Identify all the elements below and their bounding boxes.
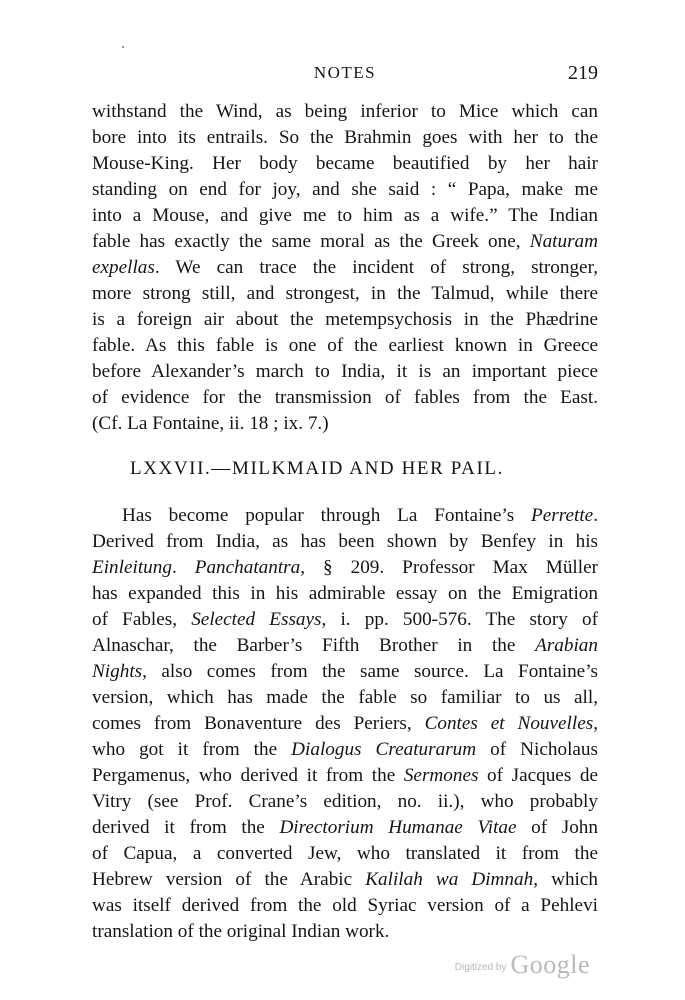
text-line: into a Mouse, and give me to him as a wife.” The Indian <box>92 205 598 226</box>
text-line: Hebrew version of the Arabic Kalilah wa Dimnah, which <box>92 869 598 890</box>
text-line: translation of the original Indian work. <box>92 921 390 942</box>
text-line: (Cf. La Fontaine, ii. 18 ; ix. 7.) <box>92 413 329 434</box>
text-line: bore into its entrails. So the Brahmin goes with her to the <box>92 127 598 148</box>
text-line: of Capua, a converted Jew, who translated it from the <box>92 843 598 864</box>
text-line: Has become popular through La Fontaine’s Perrette. <box>122 505 598 526</box>
text-line: withstand the Wind, as being inferior to Mice which can <box>92 101 598 122</box>
text-line: derived it from the Directorium Humanae Vitae of John <box>92 817 598 838</box>
running-head <box>92 60 598 86</box>
text-line: Alnaschar, the Barber’s Fifth Brother in the Arabian <box>92 635 598 656</box>
text-line: is a foreign air about the metempsychosis in the Phædrine <box>92 309 598 330</box>
text-line: Pergamenus, who derived it from the Sermones of Jacques de <box>92 765 598 786</box>
text-line: comes from Bonaventure des Periers, Contes et Nouvelles, <box>92 713 598 734</box>
text-line: fable has exactly the same moral as the Greek one, Naturam <box>92 231 598 252</box>
paper-speck <box>122 46 124 48</box>
text-line: has expanded this in his admirable essay on the Emigration <box>92 583 598 604</box>
text-line: version, which has made the fable so familiar to us all, <box>92 687 598 708</box>
page-number: 219 <box>568 62 598 84</box>
google-logo: Google <box>510 950 590 979</box>
paragraph-milkmaid <box>92 503 598 945</box>
text-line: before Alexander’s march to India, it is an important piece <box>92 361 598 382</box>
text-line: was itself derived from the old Syriac version of a Pehlevi <box>92 895 598 916</box>
digitized-by-label: Digitized by <box>454 962 507 973</box>
section-heading: LXXVII.—MILKMAID AND HER PAIL. <box>130 458 504 479</box>
running-title: NOTES <box>313 63 377 82</box>
text-line: standing on end for joy, and she said : “ Papa, make me <box>92 179 598 200</box>
text-line: more strong still, and strongest, in the Talmud, while there <box>92 283 598 304</box>
text-line: Einleitung. Panchatantra, § 209. Professor Max Müller <box>92 557 598 578</box>
text-line: Mouse-King. Her body became beautified by her hair <box>92 153 598 174</box>
digitization-watermark <box>455 950 590 980</box>
text-line: Vitry (see Prof. Crane’s edition, no. ii.), who probably <box>92 791 598 812</box>
text-line: fable. As this fable is one of the earliest known in Greece <box>92 335 598 356</box>
text-line: Nights, also comes from the same source. La Fontaine’s <box>92 661 598 682</box>
paragraph-continued <box>92 99 598 437</box>
text-line: Derived from India, as has been shown by Benfey in his <box>92 531 598 552</box>
text-line: of Fables, Selected Essays, i. pp. 500-576. The story of <box>92 609 598 630</box>
text-line: expellas. We can trace the incident of strong, stronger, <box>92 257 598 278</box>
text-line: of evidence for the transmission of fables from the East. <box>92 387 598 408</box>
text-line: who got it from the Dialogus Creaturarum of Nicholaus <box>92 739 598 760</box>
